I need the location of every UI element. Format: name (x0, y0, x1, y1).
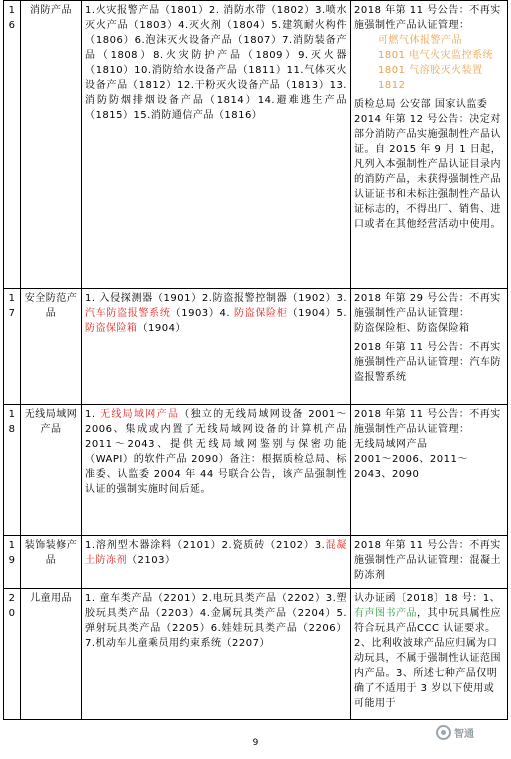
category-cell: 安全防范产品 (21, 289, 82, 405)
page-number: 9 (252, 738, 259, 748)
row-number: 2 0 (4, 589, 21, 720)
highlighted-product: 混凝土防冻剂 (85, 540, 347, 566)
highlighted-product: 防盗保险柜 (233, 308, 288, 319)
note-text: 2018 年第 11 号公告：不再实施强制性产品认证管理：混凝土防冻剂 (354, 540, 501, 581)
note-text: 2018 年第 11 号公告：不再实施强制性产品认证管理： (354, 5, 501, 31)
row-number: 1 6 (4, 1, 21, 289)
row-number: 1 9 (4, 536, 21, 589)
products-cell: 1. 入侵探测器（1901）2.防盗报警控制器（1902）3.汽车防盗报警系统（1903）4. 防盗保险柜（1904）5. 防盗保险箱（1904） (82, 289, 351, 405)
note-highlight: 1801 气溶胶灭火装置 1812 (378, 65, 483, 91)
notes-cell (351, 289, 508, 405)
category-cell: 无线局域网产品 (21, 405, 82, 536)
category-cell: 消防产品 (21, 1, 82, 289)
table-row (4, 1, 508, 289)
row-number: 1 7 (4, 289, 21, 405)
table-row (4, 289, 508, 405)
table-row (4, 536, 508, 589)
products-cell: 1. 无线局域网产品（独立的无线局域网设备 2001～2006、集成或内置了无线局域网设备的计算机产品 2011～2043、提供无线局域网鉴别与保密功能（WAPI）的软件产品 2090）备注：根据质检总局、标准委、认监委 2004 年 44 号联合公告，该产品强制性认证的强制实施时间后延。 (82, 405, 351, 536)
note-text: 防盗保险柜、防盗保险箱 (354, 323, 470, 334)
note-text: 无线局域网产品 (354, 439, 428, 450)
category-cell: 儿童用品 (21, 589, 82, 720)
table-row (4, 405, 508, 536)
note-highlight: 可燃气体报警产品 (378, 35, 462, 46)
highlighted-product: 防盗保险箱 (85, 323, 138, 334)
notes-cell (351, 1, 508, 289)
category-cell: 装饰装修产品 (21, 536, 82, 589)
note-text: 2001～2006、2011～2043、2090 (354, 454, 468, 480)
note-highlight: 1801 电气火灾监控系统 (378, 50, 494, 61)
note-text: 2018 年第 11 号公告：不再实施强制性产品认证管理： (354, 409, 501, 435)
regulation-table (3, 0, 508, 720)
products-cell: 1.溶剂型木器涂料（2101）2.瓷质砖（2102）3.混凝土防冻剂（2103） (82, 536, 351, 589)
notes-cell (351, 536, 508, 589)
products-cell: 1. 童车类产品（2201）2.电玩具类产品（2202）3.塑胶玩具类产品（2203）4.金属玩具类产品（2204）5.弹射玩具类产品（2205）6.娃娃玩具类产品（2206）7.机动车儿童乘员用约束系统（2207） (82, 589, 351, 720)
note-text: 2018 年第 29 号公告：不再实施强制性产品认证管理： (354, 293, 501, 319)
notes-cell (351, 405, 508, 536)
row-number: 1 8 (4, 405, 21, 536)
highlighted-product: 汽车防盗报警系统 (85, 308, 171, 319)
products-cell: 1.火灾报警产品（1801）2. 消防水带（1802）3.喷水灭火产品（1803）4.灭火剂（1804）5.建筑耐火构件（1806）6.泡沫灭火设备产品（1807）7.消防装备产品（1808）8.火灾防护产品（1809）9.灭火器（1810）10.消防给水设备产品（1811）11.气体灭火设备产品（1812）12.干粉灭火设备产品（1813）13.消防防烟排烟设备产品（1814）14.避难逃生产品（1815）15.消防通信产品（1816） (82, 1, 351, 289)
table-row (4, 589, 508, 720)
note-highlight: 有声图书产品 (354, 608, 417, 619)
note-text: 2018 年第 11 号公告：不再实施强制性产品认证管理：汽车防盗报警系统 (354, 342, 501, 383)
highlighted-product: 无线局域网产品 (100, 409, 180, 420)
note-text: 认办证函〔2018〕18 号：1、有声图书产品，其中玩具属性应符合玩具产品CCC 认证要求。2、比利收波球产品应归属为口动玩具，不属于强制性认证范围内产品。3、所述七种产品仅明确了不适用于 3 岁以下使用或可能用于 (354, 593, 501, 709)
notes-cell (351, 589, 508, 720)
watermark-text: 智通 (454, 728, 474, 740)
note-text: 质检总局 公安部 国家认监委 2014 年第 12 号公告：决定对部分消防产品实施强制性产品认证。自 2015 年 9 月 1 日起，凡列入本强制性产品认证目录内的消防产品，未获得强制性产品认证证书和未标注强制性产品认证标志的，不得出厂、销售、进口或者在其他经营活动中使用。 (354, 99, 502, 230)
